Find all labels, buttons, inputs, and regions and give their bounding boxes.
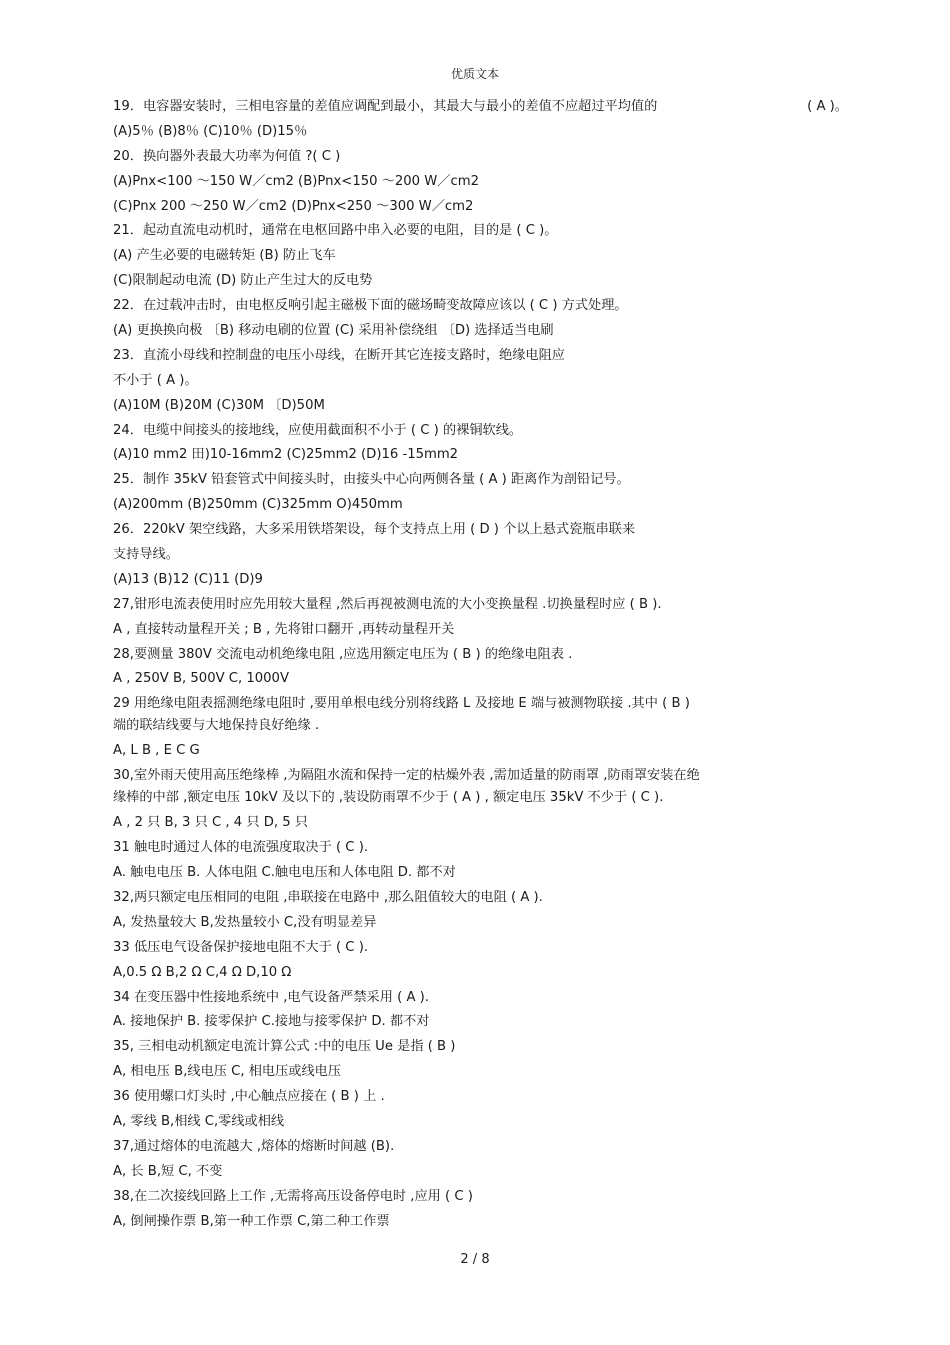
- text-line: [113, 294, 848, 319]
- text-line: [113, 394, 848, 419]
- line-text: 33 低压电气设备保护接地电阻不大于 ( C ).: [113, 939, 369, 955]
- text-line: [113, 120, 848, 145]
- line-text: A, 零线 B,相线 C,零线或相线: [113, 1113, 285, 1129]
- line-text-continued: 缘棒的中部 ,额定电压 10kV 及以下的 ,装设防雨罩不少于 ( A ) , 额定电压 35kV 不少于 ( C ).: [113, 790, 664, 806]
- line-text-continued: 端的联结线要与大地保持良好绝缘 .: [113, 718, 320, 734]
- text-line: [113, 911, 848, 936]
- line-text: A,0.5 Ω B,2 Ω C,4 Ω D,10 Ω: [113, 964, 292, 980]
- line-text: 19．电容器安装时，三相电容量的差值应调配到最小，其最大与最小的差值不应超过平均值的: [113, 99, 658, 114]
- text-line: [113, 344, 848, 369]
- line-text: (C)限制起动电流 (D) 防止产生过大的反电势: [113, 273, 373, 289]
- text-line: [113, 593, 848, 618]
- page-number: 2 / 8: [460, 1252, 490, 1267]
- line-text: 22．在过载冲击时，由电枢反响引起主磁极下面的磁场畸变故障应该以 ( C ) 方式处理。: [113, 298, 628, 314]
- text-line: [113, 369, 848, 394]
- line-text: 28,要测量 380V 交流电动机绝缘电阻 ,应选用额定电压为 ( B ) 的绝缘电阻表 .: [113, 646, 573, 662]
- text-line: [113, 543, 848, 568]
- line-text: 21．起动直流电动机时，通常在电枢回路中串入必要的电阻，目的是 ( C )。: [113, 223, 558, 239]
- text-line: [113, 95, 848, 120]
- page-header: 优质文本: [450, 67, 499, 81]
- line-text: 31 触电时通过人体的电流强度取决于 ( C ).: [113, 840, 369, 856]
- line-text: 30,室外雨天使用高压绝缘棒 ,为隔阻水流和保持一定的枯燥外表 ,需加适量的防雨罩 ,防雨罩安装在绝: [113, 768, 700, 784]
- line-text: (A) 产生必要的电磁转矩 (B) 防止飞车: [113, 248, 336, 264]
- text-line: [113, 1010, 848, 1035]
- text-line: [113, 170, 848, 195]
- text-line: [113, 419, 848, 444]
- line-text: A , 2 只 B, 3 只 C , 4 只 D, 5 只: [113, 815, 309, 831]
- line-text: A , 250V B, 500V C, 1000V: [113, 671, 289, 687]
- line-text: (A)10 mm2 田)10-16mm2 (C)25mm2 (D)16 -15mm2: [113, 447, 459, 463]
- line-text: 不小于 ( A )。: [113, 372, 198, 388]
- text-line: [113, 1060, 848, 1085]
- line-text: (A)13 (B)12 (C)11 (D)9: [113, 571, 263, 587]
- line-text: (A) 更换换向极 〔B) 移动电刷的位置 (C) 采用补偿绕组 〔D) 选择适当电刷: [113, 323, 554, 339]
- line-text: A. 触电电压 B. 人体电阻 C.触电电压和人体电阻 D. 都不对: [113, 865, 456, 881]
- text-line: [113, 145, 848, 170]
- line-text: (C)Pnx 200 ～250 W／cm2 (D)Pnx<250 ～300 W／cm2: [113, 198, 474, 214]
- text-line: [113, 936, 848, 961]
- text-line: [113, 1135, 848, 1160]
- text-line: [113, 643, 848, 668]
- text-line: [113, 739, 848, 764]
- line-text: 24．电缆中间接头的接地线，应使用截面积不小于 ( C ) 的裸铜软线。: [113, 422, 523, 438]
- line-text: 20．换向器外表最大功率为何值 ?( C ): [113, 148, 341, 164]
- text-line: [113, 886, 848, 911]
- text-line: [113, 618, 848, 643]
- text-line: [113, 764, 848, 811]
- answer-tail: ( A )。: [807, 99, 848, 114]
- line-text: 支持导线。: [113, 547, 179, 563]
- line-text: 36 使用螺口灯头时 ,中心触点应接在 ( B ) 上 .: [113, 1089, 385, 1105]
- text-line: [113, 568, 848, 593]
- line-text: 29 用绝缘电阻表摇测绝缘电阻时 ,要用单根电线分别将线路 L 及接地 E 端与被测物联接 .其中 ( B ): [113, 696, 690, 712]
- text-line: [113, 518, 848, 543]
- line-text: (A)5％ (B)8％ (C)10％ (D)15％: [113, 123, 308, 139]
- text-line: [113, 1085, 848, 1110]
- line-text: 23．直流小母线和控制盘的电压小母线，在断开其它连接支路时，绝缘电阻应: [113, 347, 565, 363]
- line-text: A, 发热量较大 B,发热量较小 C,没有明显差异: [113, 914, 377, 930]
- text-line: [113, 836, 848, 861]
- text-line: [113, 244, 848, 269]
- text-line: [113, 1110, 848, 1135]
- line-text: (A)200mm (B)250mm (C)325mm O)450mm: [113, 497, 403, 513]
- line-text: A, 倒闸操作票 B,第一种工作票 C,第二种工作票: [113, 1213, 390, 1229]
- text-line: [113, 1160, 848, 1185]
- line-text: (A)10M (B)20M (C)30M 〔D)50M: [113, 397, 325, 413]
- text-line: [113, 269, 848, 294]
- text-line: [113, 319, 848, 344]
- line-text: A, L B , E C G: [113, 743, 200, 759]
- text-line: [113, 195, 848, 220]
- line-text: 34 在变压器中性接地系统中 ,电气设备严禁采用 ( A ).: [113, 989, 429, 1005]
- text-line: [113, 667, 848, 692]
- line-text: 38,在二次接线回路上工作 ,无需将高压设备停电时 ,应用 ( C ): [113, 1188, 473, 1204]
- line-text: A , 直接转动量程开关 ; B , 先将钳口翻开 ,再转动量程开关: [113, 621, 455, 637]
- text-line: [113, 1185, 848, 1210]
- text-line: [113, 468, 848, 493]
- text-line: [113, 861, 848, 886]
- text-line: [113, 811, 848, 836]
- text-line: [113, 1035, 848, 1060]
- line-text: 27,钳形电流表使用时应先用较大量程 ,然后再视被测电流的大小变换量程 .切换量程时应 ( B ).: [113, 596, 662, 612]
- text-line: [113, 692, 848, 739]
- line-text: A. 接地保护 B. 接零保护 C.接地与接零保护 D. 都不对: [113, 1014, 430, 1030]
- text-line: [113, 219, 848, 244]
- line-text: 26．220kV 架空线路，大多采用铁塔架设，每个支持点上用 ( D ) 个以上悬式瓷瓶串联来: [113, 522, 636, 538]
- text-line: [113, 1210, 848, 1235]
- line-text: 37,通过熔体的电流越大 ,熔体的熔断时间越 (B).: [113, 1138, 395, 1154]
- line-text: 32,两只额定电压相同的电阻 ,串联接在电路中 ,那么阻值较大的电阻 ( A ).: [113, 889, 543, 905]
- text-line: [113, 961, 848, 986]
- text-line: [113, 443, 848, 468]
- line-text: A, 相电压 B,线电压 C, 相电压或线电压: [113, 1064, 342, 1080]
- line-text: (A)Pnx<100 ～150 W／cm2 (B)Pnx<150 ～200 W／cm2: [113, 173, 479, 189]
- question-list: [113, 95, 848, 1234]
- line-text: A, 长 B,短 C, 不变: [113, 1163, 223, 1179]
- line-text: 35, 三相电动机额定电流计算公式 :中的电压 Ue 是指 ( B ): [113, 1039, 456, 1055]
- line-text: 25．制作 35kV 铅套管式中间接头时，由接头中心向两侧各量 ( A ) 距离作为剖铅记号。: [113, 472, 630, 488]
- text-line: [113, 986, 848, 1011]
- text-line: [113, 493, 848, 518]
